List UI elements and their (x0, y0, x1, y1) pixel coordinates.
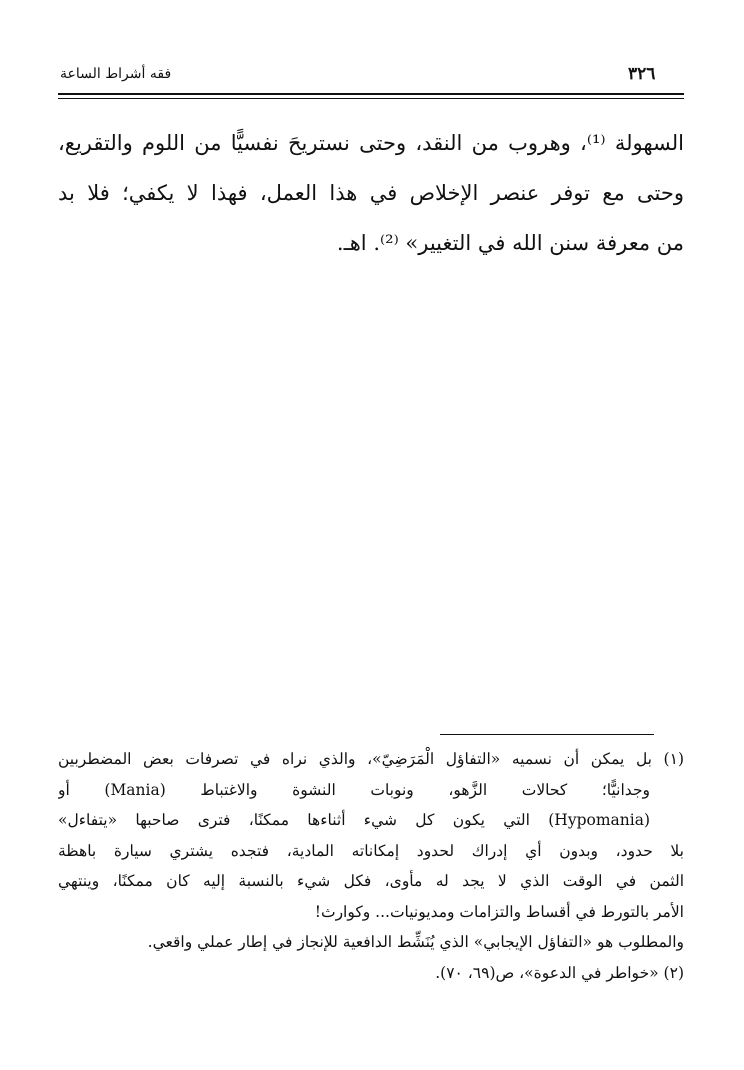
body-line: السهولة ⁽¹⁾، وهروب من النقد، وحتى نستريحَ نفسيًّا من اللوم والتقريع، (58, 131, 684, 155)
body-line: وحتى مع توفر عنصر الإخلاص في هذا العمل، فهذا لا يكفي؛ فلا بد (58, 181, 684, 205)
page-number: ٣٢٦ (628, 64, 656, 84)
footnote-line: الأمر بالتورط في أقساط والتزامات ومديونيات... وكوارث! (314, 902, 684, 921)
body-line: من معرفة سنن الله في التغيير» ⁽²⁾. اهـ. (336, 231, 684, 255)
footnote-line: الثمن في الوقت الذي لا يجد له مأوى، فكل شيء بالنسبة إليه كان ممكنًا، وينتهي (58, 872, 684, 890)
footnote-line: (Hypomania) التي يكون كل شيء أثناءها ممكنًا، فترى صاحبها «يتفاءل» (58, 811, 651, 829)
header-rule-thin (58, 98, 684, 99)
main-text (58, 118, 684, 268)
footnote-line: (٢) «خواطر في الدعوة»، ص(٦٩، ٧٠). (435, 963, 684, 982)
header-rule (58, 93, 684, 95)
running-header-title: فقه أشراط الساعة (60, 66, 172, 82)
footnote-line: وجدانيًّا؛ كحالات الزَّهو، ونوبات النشوة والاغتباط (Mania) أو (58, 780, 651, 799)
footnote-line: والمطلوب هو «التفاؤل الإيجابي» الذي يُنَشِّط الدافعية للإنجاز في إطار عملي واقعي. (147, 933, 684, 951)
footnotes (58, 744, 684, 988)
footnote-line: (١) بل يمكن أن نسميه «التفاؤل الْمَرَضِيّ»، والذي نراه في تصرفات بعض المضطربين (58, 750, 684, 768)
footnote-separator (440, 734, 654, 735)
footnote-line: بلا حدود، وبدون أي إدراك لحدود إمكاناته المادية، فتجده يشتري سيارة باهظة (58, 841, 684, 860)
